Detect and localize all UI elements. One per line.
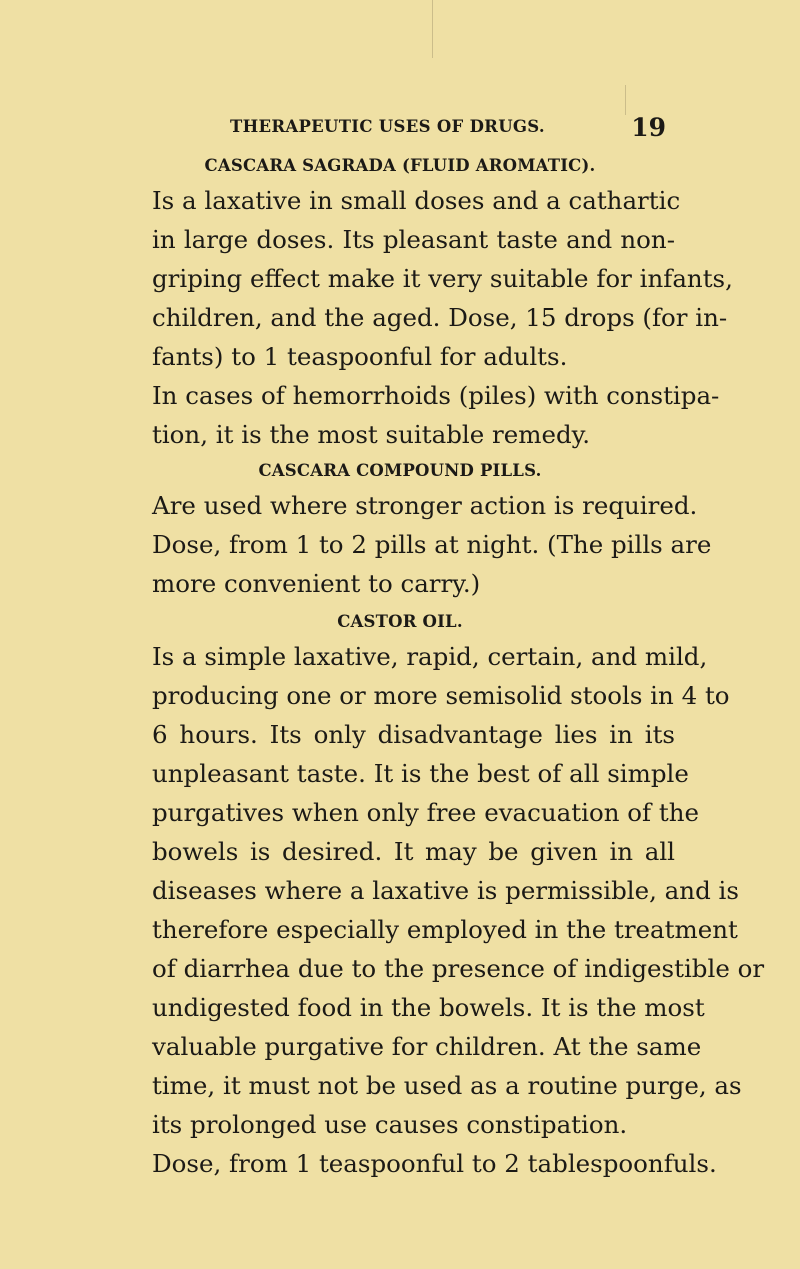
- text-line: In cases of hemorrhoids (piles) with constipa-: [152, 381, 720, 410]
- text-line: tion, it is the most suitable remedy.: [152, 420, 590, 449]
- paragraph: [125, 1144, 717, 1183]
- text-line: more convenient to carry.): [152, 569, 481, 598]
- section-cascara-sagrada: [125, 150, 733, 454]
- text-line: Dose, from 1 teaspoonful to 2 tablespoonfuls.: [152, 1149, 717, 1178]
- text-line: griping effect make it very suitable for infants,: [152, 264, 733, 293]
- text-line: 6 hours. Its only disadvantage lies in its: [152, 720, 675, 749]
- text-line: its prolonged use causes constipation.: [152, 1110, 628, 1139]
- text-line: of diarrhea due to the presence of indigestible or: [152, 954, 765, 983]
- paragraph: [125, 376, 720, 454]
- paragraph: [125, 181, 733, 376]
- page-body: [125, 150, 765, 1183]
- section-castor-oil: [125, 606, 765, 1183]
- section-heading: CASCARA SAGRADA (FLUID AROMATIC).: [204, 156, 596, 175]
- page-number: 19: [631, 113, 666, 142]
- paragraph: [125, 486, 712, 603]
- text-line: Are used where stronger action is required.: [152, 491, 698, 520]
- running-head: THERAPEUTIC USES OF DRUGS.: [230, 117, 545, 136]
- section-heading: CASTOR OIL.: [337, 612, 463, 631]
- page-header: [126, 113, 666, 143]
- text-line: in large doses. Its pleasant taste and non-: [152, 225, 675, 254]
- text-line: purgatives when only free evacuation of the: [152, 798, 700, 827]
- text-line: Is a laxative in small doses and a cathartic: [152, 186, 681, 215]
- section-cascara-compound-pills: [125, 455, 712, 603]
- paragraph: [125, 637, 765, 1144]
- text-line: children, and the aged. Dose, 15 drops (for in-: [152, 303, 728, 332]
- text-line: time, it must not be used as a routine purge, as: [152, 1071, 742, 1100]
- text-line: valuable purgative for children. At the same: [152, 1032, 702, 1061]
- text-line: therefore especially employed in the treatment: [152, 915, 738, 944]
- text-line: fants) to 1 teaspoonful for adults.: [152, 342, 568, 371]
- text-line: bowels is desired. It may be given in all: [152, 837, 675, 866]
- text-line: Is a simple laxative, rapid, certain, and mild,: [152, 642, 708, 671]
- section-heading: CASCARA COMPOUND PILLS.: [258, 461, 542, 480]
- text-line: unpleasant taste. It is the best of all simple: [152, 759, 689, 788]
- text-line: undigested food in the bowels. It is the most: [152, 993, 705, 1022]
- scan-line-mark: [625, 85, 626, 115]
- scan-line-mark: [432, 0, 433, 58]
- text-line: diseases where a laxative is permissible, and is: [152, 876, 739, 905]
- text-line: producing one or more semisolid stools in 4 to: [152, 681, 730, 710]
- text-line: Dose, from 1 to 2 pills at night. (The pills are: [152, 530, 712, 559]
